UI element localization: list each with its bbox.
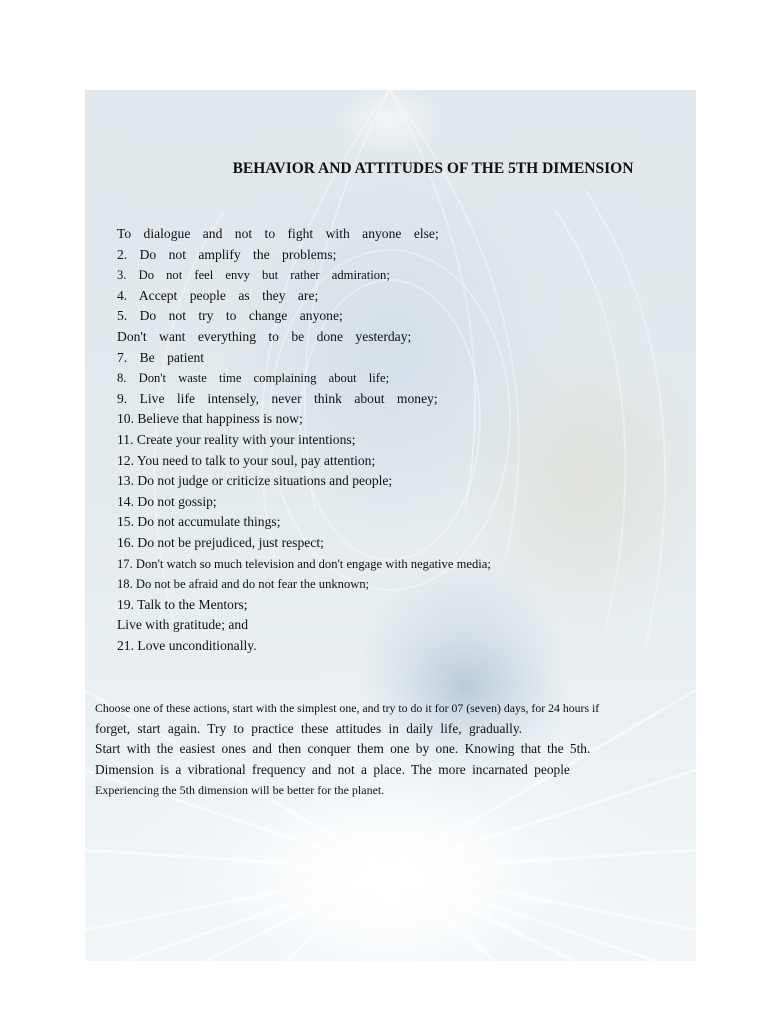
list-item: 2. Do not amplify the problems; (117, 246, 337, 262)
list-item: 5. Do not try to change anyone; (117, 308, 343, 324)
list-item: 10. Believe that happiness is now; (117, 411, 303, 427)
list-item: 3. Do not feel envy but rather admiration; (117, 268, 390, 283)
list-item: 16. Do not be prejudiced, just respect; (117, 534, 324, 550)
list-item: 17. Don't watch so much television and don't engage with negative media; (117, 556, 491, 571)
list-item: 4. Accept people as they are; (117, 287, 319, 303)
list-item: 18. Do not be afraid and do not fear the unknown; (117, 577, 370, 592)
list-item: 7. Be patient (117, 349, 205, 365)
list-item: 9. Live life intensely, never think about money; (117, 390, 438, 406)
list-item: 21. Love unconditionally. (117, 637, 257, 653)
list-item: 11. Create your reality with your intentions; (117, 431, 356, 447)
paragraph-line: Start with the easiest ones and then conquer them one by one. Knowing that the 5th. (95, 741, 591, 756)
list-item: 8. Don't waste time complaining about life; (117, 371, 390, 386)
paragraph-line: Experiencing the 5th dimension will be better for the planet. (95, 783, 385, 797)
instructions-paragraph (95, 698, 660, 801)
attitudes-list (117, 224, 491, 656)
list-item: 12. You need to talk to your soul, pay attention; (117, 452, 376, 468)
paragraph-line: Dimension is a vibrational frequency and not a place. The more incarnated people (95, 761, 570, 777)
paragraph-line: Choose one of these actions, start with the simplest one, and try to do it for 07 (seven) days, for 24 hours if (95, 701, 600, 715)
paragraph-line: forget, start again. Try to practice these attitudes in daily life, gradually. (95, 720, 523, 736)
list-item: Live with gratitude; and (117, 617, 248, 633)
list-item: Don't want everything to be done yesterday; (117, 328, 412, 344)
document-page (85, 90, 696, 961)
list-item: 14. Do not gossip; (117, 493, 217, 509)
list-item: To dialogue and not to fight with anyone else; (117, 226, 439, 241)
list-item: 15. Do not accumulate things; (117, 514, 281, 530)
list-item: 19. Talk to the Mentors; (117, 596, 248, 612)
page-title: BEHAVIOR AND ATTITUDES OF THE 5TH DIMENSION (232, 160, 634, 177)
list-item: 13. Do not judge or criticize situations and people; (117, 473, 393, 489)
